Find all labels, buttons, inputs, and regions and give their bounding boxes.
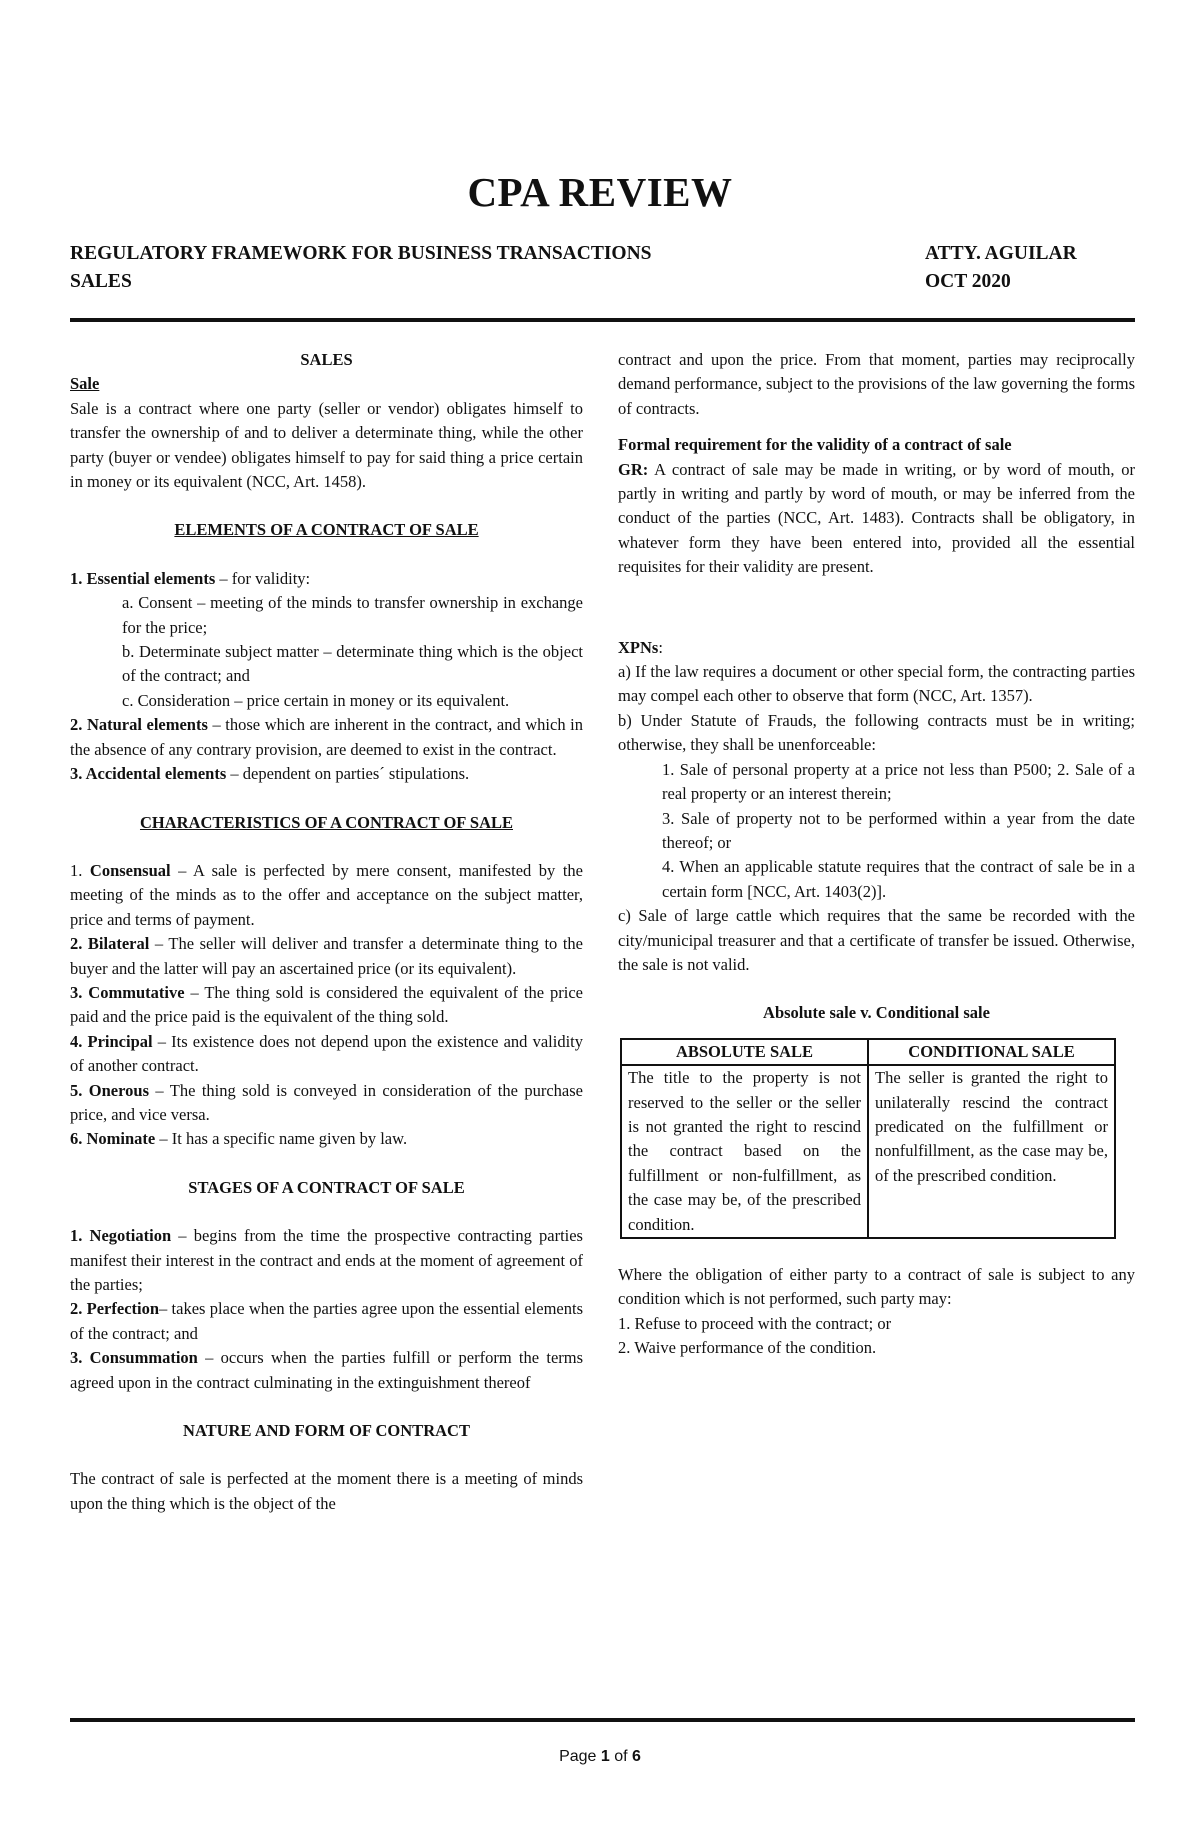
table-cell-absolute: The title to the property is not reserved to the seller or the seller is not granted the right to rescind the contract based on the fulfillment or non-fulfillment, as the case may be, of the prescribed condition.	[621, 1065, 868, 1238]
exception-b: b) Under Statute of Frauds, the following contracts must be in writing; otherwise, they shall be unenforceable:	[618, 710, 1135, 755]
element-consideration: c. Consideration – price certain in money or its equivalent.	[122, 690, 510, 710]
current-page: 1	[600, 1748, 610, 1765]
document-date: OCT 2020	[925, 271, 1011, 292]
page-title: CPA REVIEW	[467, 169, 733, 215]
option-waive: 2. Waive performance of the condition.	[618, 1338, 877, 1358]
total-pages: 6	[632, 1748, 641, 1765]
element-natural: 2. Natural elements – those which are inherent in the contract, and which in the absence of any contrary provision, are deemed to exist in the contract.	[70, 715, 583, 759]
element-essential: 1. Essential elements – for validity:	[70, 568, 311, 588]
exceptions-label: XPNs:	[618, 637, 663, 657]
exception-b-1-2: 1. Sale of personal property at a price not less than P500; 2. Sale of a real property or an interest therein;	[662, 759, 1135, 804]
absolute-vs-conditional-heading: Absolute sale v. Conditional sale	[763, 1003, 990, 1023]
author-name: ATTY. AGUILAR	[925, 243, 1077, 264]
exception-b-4: 4. When an applicable statute requires that the contract of sale be in a certain form [NCC, Art. 1403(2)].	[662, 857, 1135, 901]
nature-text: The contract of sale is perfected at the moment there is a meeting of minds upon the thing which is the object of the	[70, 1469, 583, 1513]
header-divider	[70, 318, 1135, 322]
option-refuse: 1. Refuse to proceed with the contract; or	[618, 1313, 892, 1333]
of-label: of	[609, 1748, 633, 1765]
sale-label: Sale	[70, 374, 100, 394]
footer-divider	[70, 1718, 1135, 1722]
element-accidental: 3. Accidental elements – dependent on parties´ stipulations.	[70, 764, 470, 784]
char-onerous: 5. Onerous – The thing sold is conveyed in consideration of the purchase price, and vice versa.	[70, 1080, 583, 1124]
sale-comparison-table	[620, 1038, 1116, 1239]
table-header-conditional: CONDITIONAL SALE	[868, 1039, 1115, 1065]
header-right	[925, 240, 1077, 296]
char-consensual: 1. Consensual – A sale is perfected by mere consent, manifested by the meeting of the minds as to the offer and acceptance on the subject matter, price and terms of payment.	[70, 860, 584, 929]
char-principal: 4. Principal – Its existence does not depend upon the existence and validity of another contract.	[70, 1031, 583, 1076]
char-bilateral: 2. Bilateral – The seller will deliver and transfer a determinate thing to the buyer and the latter will pay an ascertained price (or its equivalent).	[70, 934, 583, 978]
topic-title: SALES	[70, 271, 132, 292]
exception-a: a) If the law requires a document or other special form, the contracting parties may compel each other to observe that form (NCC, Art. 1357).	[618, 662, 1135, 706]
stage-perfection: 2. Perfection– takes place when the parties agree upon the essential elements of the contract; and	[70, 1299, 583, 1343]
page-number	[0, 1748, 1200, 1766]
nature-continued: contract and upon the price. From that moment, parties may reciprocally demand performance, subject to the provisions of the law governing the forms of contracts.	[618, 350, 1135, 418]
element-subject-matter: b. Determinate subject matter – determinate thing which is the object of the contract; and	[122, 642, 583, 686]
general-rule: GR: A contract of sale may be made in writing, or by word of mouth, or partly in writing and partly by word of mouth, or may be inferred from the conduct of the parties (NCC, Art. 1483). Contracts shall be obligatory, in whatever form they have been entered into, provided all the essential requisites for their validity are present.	[618, 459, 1135, 577]
page-label: Page	[559, 1748, 601, 1765]
left-column	[70, 348, 583, 1516]
subject-title: REGULATORY FRAMEWORK FOR BUSINESS TRANSACTIONS	[70, 243, 652, 264]
stages-heading: STAGES OF A CONTRACT OF SALE	[188, 1177, 465, 1197]
table-header-absolute: ABSOLUTE SALE	[621, 1039, 868, 1065]
condition-not-performed-text: Where the obligation of either party to a contract of sale is subject to any condition which is not performed, such party may:	[618, 1265, 1135, 1309]
char-nominate: 6. Nominate – It has a specific name given by law.	[70, 1129, 408, 1149]
char-commutative: 3. Commutative – The thing sold is considered the equivalent of the price paid and the price paid is the equivalent of the thing sold.	[70, 982, 583, 1027]
element-consent: a. Consent – meeting of the minds to transfer ownership in exchange for the price;	[122, 593, 583, 637]
exception-c: c) Sale of large cattle which requires that the same be recorded with the city/municipal treasurer and that a certificate of transfer be issued. Otherwise, the sale is not valid.	[618, 906, 1135, 974]
table-row	[621, 1065, 1115, 1238]
table-header-row	[621, 1039, 1115, 1065]
formal-requirement-heading: Formal requirement for the validity of a contract of sale	[618, 435, 1012, 455]
stage-consummation: 3. Consummation – occurs when the parties fulfill or perform the terms agreed upon in the contract culminating in the extinguishment thereof	[70, 1348, 584, 1392]
exception-b-3: 3. Sale of property not to be performed within a year from the date thereof; or	[662, 808, 1135, 852]
elements-heading: ELEMENTS OF A CONTRACT OF SALE	[174, 520, 479, 540]
header-left	[70, 240, 652, 296]
stage-negotiation: 1. Negotiation – begins from the time the prospective contracting parties manifest their interest in the contract and ends at the moment of agreement of the parties;	[70, 1226, 583, 1294]
right-column	[618, 348, 1135, 1361]
sales-heading: SALES	[300, 350, 353, 369]
table-cell-conditional: The seller is granted the right to unilaterally rescind the contract predicated on the fulfillment or nonfulfillment, as the case may be, of the prescribed condition.	[868, 1065, 1115, 1238]
characteristics-heading: CHARACTERISTICS OF A CONTRACT OF SALE	[139, 812, 513, 832]
nature-heading: NATURE AND FORM OF CONTRACT	[183, 1421, 470, 1441]
sale-definition: Sale is a contract where one party (seller or vendor) obligates himself to transfer the ownership of and to deliver a determinate thing, while the other party (buyer or vendee) obligates himself to pay for said thing a price certain in money or its equivalent (NCC, Art. 1458).	[70, 398, 583, 492]
